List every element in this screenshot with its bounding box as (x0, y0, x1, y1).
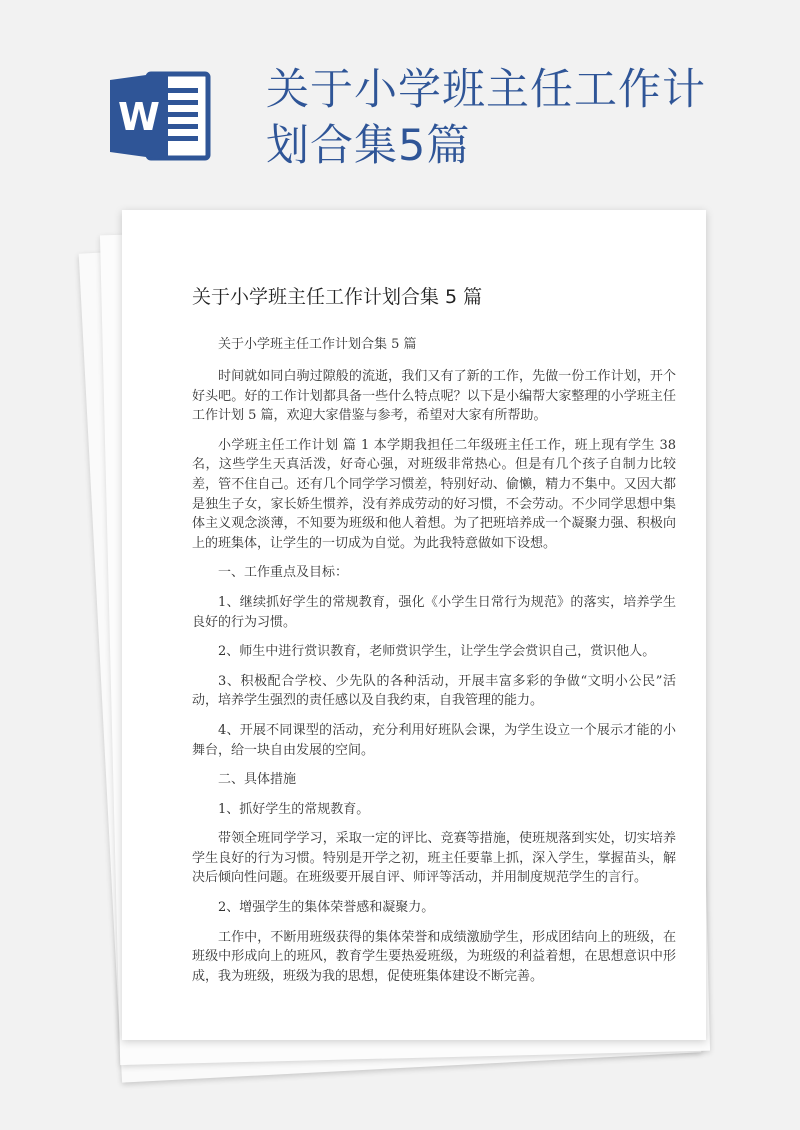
header (0, 0, 800, 210)
document-title-banner (266, 62, 736, 174)
section-heading: 一、工作重点及目标： (218, 565, 349, 581)
paragraph: 小学班主任工作计划 篇 1 本学期我担任二年级班主任工作，班上现有学生 38 名，这些学生天真活泼，好奇心强，对班级非常热心。但是有几个孩子自制力比较差，管不住自己。还有几个同学学习惯差，特别好动、偷懒，精力不集中。又因大都是独生子女，家长娇生惯养，没有养成劳动的好习惯，不会劳动。不少同学思想中集体主义观念淡薄，不知要为班级和他人着想。为了把班培养成一个凝聚力强、积极向上的班集体，让学生的一切成为自觉。为此我特意做如下设想。 (192, 437, 676, 551)
paragraph: 3、积极配合学校、少先队的各种活动，开展丰富多彩的争做“文明小公民”活动，培养学生强烈的责任感以及自我约束，自我管理的能力。 (192, 673, 676, 709)
paragraph: 工作中，不断用班级获得的集体荣誉和成绩激励学生，形成团结向上的班级，在班级中形成向上的班风，教育学生要热爱班级，为班级的利益着想，在思想意识中形成，我为班级，班级为我的思想，促使班集体建设不断完善。 (192, 929, 676, 984)
paragraph: 带领全班同学学习，采取一定的评比、竞赛等措施，使班规落到实处，切实培养学生良好的行为习惯。特别是开学之初，班主任要靠上抓，深入学生，掌握苗头，解决后倾向性问题。在班级要开展自评、师评等活动，并用制度规范学生的言行。 (192, 831, 676, 886)
paragraph: 1、抓好学生的常规教育。 (218, 801, 370, 817)
title-line-1: 关于小学班主任工作计 (266, 65, 706, 115)
paragraph: 4、开展不同课型的活动，充分利用好班队会课，为学生设立一个展示才能的小舞台，给一块自由发展的空间。 (192, 722, 676, 758)
word-document-icon (110, 70, 214, 162)
paragraph: 时间就如同白驹过隙般的流逝，我们又有了新的工作，先做一份工作计划，开个好头吧。好的工作计划都具备一些什么特点呢？以下是小编帮大家整理的小学班主任工作计划 5 篇，欢迎大家借鉴与参考，希望对大家有所帮助。 (192, 369, 676, 424)
word-icon-letter: W (118, 95, 160, 139)
paragraph: 1、继续抓好学生的常规教育，强化《小学生日常行为规范》的落实，培养学生良好的行为习惯。 (192, 594, 676, 630)
page-subtitle: 关于小学班主任工作计划合集 5 篇 (218, 337, 417, 352)
paragraph: 2、师生中进行赏识教育，老师赏识学生，让学生学会赏识自己，赏识他人。 (218, 644, 656, 660)
section-heading: 二、具体措施 (218, 772, 297, 788)
title-line-2: 划合集5篇 (266, 121, 471, 171)
document-page (122, 210, 706, 1040)
page-title: 关于小学班主任工作计划合集 5 篇 (192, 286, 483, 308)
paragraph: 2、增强学生的集体荣誉感和凝聚力。 (218, 900, 435, 916)
